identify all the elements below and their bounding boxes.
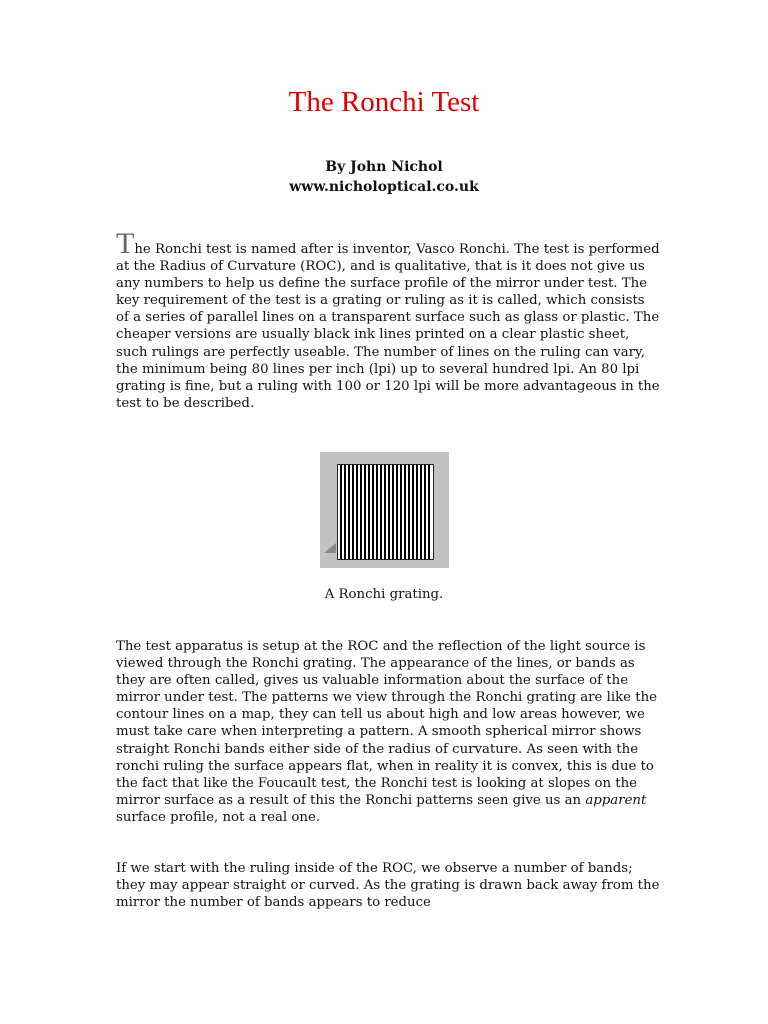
grating-line xyxy=(384,465,386,559)
emphasis-apparent: apparent xyxy=(585,792,647,808)
grating-line xyxy=(392,465,394,559)
grating-line xyxy=(344,465,346,559)
website-url[interactable]: www.nicholoptical.co.uk xyxy=(289,179,479,195)
grating-line xyxy=(356,465,358,559)
paragraph-apparatus-text: The test apparatus is setup at the ROC and the reflection of the light source is viewed through the Ronchi grating. The appearance of the lines, or bands as they are often called, gives us valuable information about the surface of the mirror under test. The patterns we view through the Ronchi grating are like the contour lines on a map, they can tell us about high and low areas however, we must take care when interpreting a pattern. A smooth spherical mirror shows straight Ronchi bands either side of the radius of curvature. As seen with the ronchi ruling the surface appears flat, when in reality it is convex, this is due to the fact that like the Foucault test, the Ronchi test is looking at slopes on the mirror surface as a result of this the Ronchi patterns seen give us an xyxy=(116,639,658,808)
paragraph-apparatus xyxy=(116,638,660,826)
paragraph-intro-text: he Ronchi test is named after is inventor, Vasco Ronchi. The test is performed at the Radius of Curvature (ROC), and is qualitative, that is it does not give us any numbers to help us define the surface profile of the mirror under test. The key requirement of the test is a grating or ruling as it is called, which consists of a series of parallel lines on a transparent surface such as glass or plastic. The cheaper versions are usually black ink lines printed on a clear plastic sheet, such rulings are perfectly useable. The number of lines on the ruling can vary, the minimum being 80 lines per inch (lpi) up to several hundred lpi. An 80 lpi grating is fine, but a ruling with 100 or 120 lpi will be more advantageous in the test to be described. xyxy=(116,242,660,411)
grating-line xyxy=(400,465,402,559)
grating-line xyxy=(360,465,362,559)
grating-line xyxy=(352,465,354,559)
byline xyxy=(0,157,768,197)
grating-line xyxy=(408,465,410,559)
grating-line xyxy=(340,465,342,559)
grating-line xyxy=(348,465,350,559)
grating-line xyxy=(424,465,426,559)
grating-line xyxy=(416,465,418,559)
ronchi-grating-image xyxy=(337,464,434,560)
author-name: By John Nichol xyxy=(325,159,443,175)
grating-line xyxy=(388,465,390,559)
document-title: The Ronchi Test xyxy=(288,86,480,118)
grating-line xyxy=(412,465,414,559)
grating-line xyxy=(428,465,430,559)
paragraph-intro xyxy=(116,227,660,412)
grating-line xyxy=(368,465,370,559)
grating-line xyxy=(364,465,366,559)
grating-line xyxy=(404,465,406,559)
grating-lines xyxy=(338,465,433,559)
ronchi-grating-figure xyxy=(320,452,449,568)
grating-line xyxy=(396,465,398,559)
figure-caption: A Ronchi grating. xyxy=(324,587,444,602)
drop-cap: T xyxy=(116,227,135,260)
paragraph-apparatus-tail: surface profile, not a real one. xyxy=(116,809,321,825)
paragraph-bands: If we start with the ruling inside of the ROC, we observe a number of bands; they may appear straight or curved. As the grating is drawn back away from the mirror the number of bands appears to reduce xyxy=(116,861,660,911)
page-curl-shape xyxy=(324,543,336,553)
grating-line xyxy=(372,465,374,559)
grating-line xyxy=(376,465,378,559)
grating-line xyxy=(380,465,382,559)
grating-line xyxy=(420,465,422,559)
